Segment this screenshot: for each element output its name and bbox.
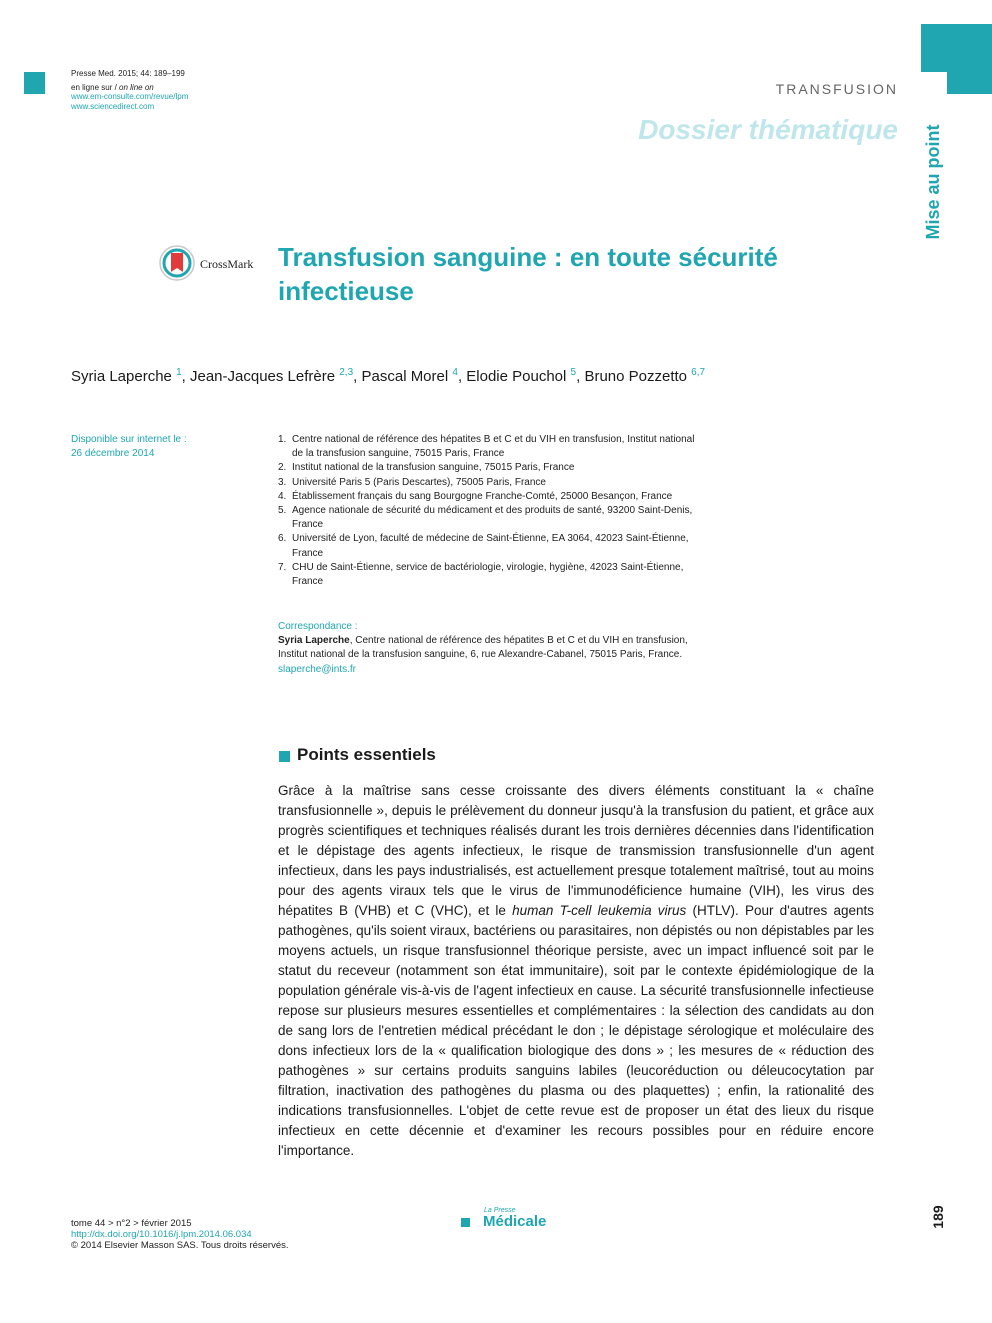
affiliation-list [278, 433, 698, 589]
correspondence [278, 620, 698, 677]
sciencedirect-link[interactable]: www.sciencedirect.com [71, 101, 155, 111]
correspondence-body [278, 634, 698, 662]
section-bullet-square [279, 751, 290, 762]
corner-block-cut [921, 72, 947, 94]
author: Elodie Pouchol $^5$ [466, 367, 577, 385]
author: Syria Laperche $^1$ [71, 367, 182, 385]
availability-date: 26 décembre 2014 [71, 448, 155, 459]
issue-info: tome 44 > n°2 > février 2015 [71, 1218, 192, 1229]
points-essentiels-heading: Points essentiels [297, 745, 436, 764]
author-sup[interactable]: 1 [176, 367, 182, 378]
dossier-label: Dossier thématique [638, 114, 898, 145]
affiliation-item: 6. Université de Lyon, faculté de médecine de Saint-Étienne, EA 3064, 42023 Saint-Étienne, France [278, 533, 689, 559]
affiliation-item: 4. Établissement français du sang Bourgogne Franche-Comté, 25000 Besançon, France [278, 490, 673, 502]
crossmark-label[interactable]: CrossMark [200, 257, 254, 271]
availability [71, 433, 187, 461]
citation: Presse Med. 2015; 44: 189–199 [71, 69, 185, 78]
article-title: Transfusion sanguine : en toute sécurité infectieuse [278, 242, 778, 306]
affiliation-item: 3. Université Paris 5 (Paris Descartes), 75005 Paris, France [278, 476, 546, 488]
page-number [924, 1204, 952, 1230]
author: Pascal Morel $^4$ [361, 367, 458, 385]
page-number-text: 189 [930, 1205, 946, 1229]
author-sup[interactable]: 4 [452, 367, 458, 378]
affiliation-item: 2. Institut national de la transfusion sanguine, 75015 Paris, France [278, 462, 575, 474]
footer-info [71, 1218, 289, 1251]
logo-small-text: La Presse [484, 1207, 516, 1214]
author: Jean-Jacques Lefrère $^{2,3}$ [189, 367, 354, 385]
journal-link[interactable]: www.em-consulte.com/revue/lpm [71, 92, 189, 101]
online-line [71, 83, 188, 93]
author: Bruno Pozzetto $^{6,7}$ [584, 367, 706, 385]
side-label [920, 118, 946, 246]
affiliation-item: 1. Centre national de référence des hépatites B et C et du VIH en transfusion, Institut national de la transfusion sanguine, 75015 Paris, France [278, 434, 695, 460]
section-label: TRANSFUSION [775, 81, 898, 97]
affiliation-item: 7. CHU de Saint-Étienne, service de bactériologie, virologie, hygiène, 42023 Saint-Étienne, France [278, 561, 684, 588]
correspondence-heading: Correspondance : [278, 621, 358, 632]
journal-logo: Médicale [483, 1213, 547, 1230]
copyright: © 2014 Elsevier Masson SAS. Tous droits réservés. [71, 1240, 289, 1251]
corner-square [24, 72, 45, 94]
author-list: Syria Laperche $^1$, Jean-Jacques Lefrère $^{2,3}$, Pascal Morel $^4$, Elodie Pouchol $^5$, Bruno Pozzetto $^{6,7}$ [71, 367, 706, 385]
logo-square [461, 1218, 470, 1227]
correspondence-name: Syria Laperche [278, 635, 350, 647]
side-label-text: Mise au point [923, 124, 943, 240]
availability-label: Disponible sur internet le : [71, 434, 187, 445]
affiliation-item: 5. Agence nationale de sécurité du médicament et des produits de santé, 93200 Saint-Denis, France [278, 505, 693, 531]
correspondence-email[interactable]: slaperche@ints.fr [278, 663, 356, 675]
author-sup[interactable]: 2,3 [339, 367, 354, 378]
abstract-text: Grâce à la maîtrise sans cesse croissante des divers éléments constituant la « chaîne transfusionnelle », depuis le prélèvement du donneur jusqu'à la transfusion du patient, et grâce aux progrès scientifiques et techniques réalisés durant les trois dernières décennies dans l'identification et le dépistage des agents infectieux, le risque de transmission transfusionnelle d'un agent infectieux, dans les pays industrialisés, est actuellement presque totalement maîtrisé, tout au moins pour des agents viraux tels que le virus de l'immunodéficience humaine (VIH), les virus des hépatites B (VHB) et C (VHC), et le human T-cell leukemia virus (HTLV). Pour d'autres agents pathogènes, qu'ils soient viraux, bactériens ou parasitaires, non dépistés ou non dépistables par les moyens actuels, un risque transfusionnel théorique persiste, avec un impact influencé soit par le statut du receveur (notamment son état immunitaire), soit par le contexte épidémiologique de la population générale vis-à-vis de l'agent infectieux en cause. La sécurité transfusionnelle infectieuse repose sur plusieurs mesures essentielles et complémentaires : la sélection des candidats au don de sang lors de l'entretien médical précédant le don ; le dépistage sérologique et moléculaire des dons infectieux lors de la « qualification biologique des dons » ; les mesures de « réduction des pathogènes » sur certains produits sanguins labiles (leucoréduction ou déleucocytation par filtration, inactivation des pathogènes du plasma ou des plaquettes) ; enfin, la rationalité des indications transfusionnelles. L'objet de cette revue est de proposer un état des lieux du risque infectieux en cette décennie et d'examiner les recours possibles pour en réduire encore l'importance. [278, 783, 874, 1158]
author-sup[interactable]: 6,7 [691, 367, 706, 378]
online-prefix-en: on line on [119, 82, 154, 92]
journal-meta [71, 69, 188, 111]
correspondence-address: , Centre national de référence des hépatites B et C et du VIH en transfusion, Institut national de la transfusion sanguine, 6, rue Alexandre-Cabanel, 75015 Paris, France. [278, 635, 688, 661]
doi-link[interactable]: http://dx.doi.org/10.1016/j.lpm.2014.06.034 [71, 1229, 252, 1240]
online-prefix: en ligne sur / [71, 82, 120, 92]
author-sup[interactable]: 5 [570, 367, 577, 378]
